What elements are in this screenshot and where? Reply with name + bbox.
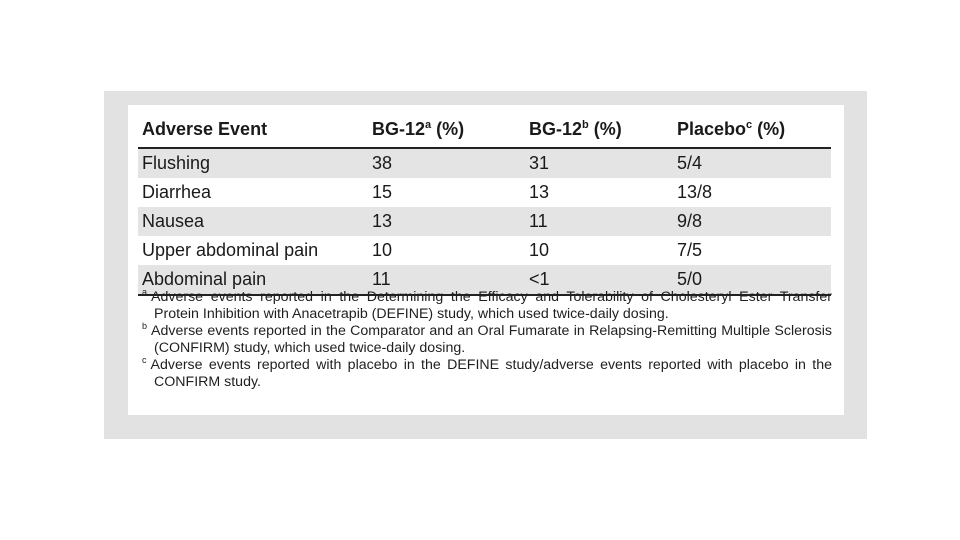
cell-bg12-b: 13 — [529, 182, 550, 202]
cell-bg12-a: 38 — [372, 153, 393, 173]
table-panel — [128, 105, 844, 415]
adverse-events-table — [138, 111, 831, 296]
cell-bg12-a: 10 — [372, 240, 393, 260]
cell-event: Flushing — [142, 153, 211, 173]
table-row — [138, 207, 831, 236]
cell-bg12-a: 15 — [372, 182, 393, 202]
header-placebo: Placebo$^c$ (%) — [677, 118, 786, 139]
header-adverse-event: Adverse Event — [142, 118, 268, 139]
header-bg12-b: BG-12$^b$ (%) — [529, 118, 622, 139]
cell-bg12-a: 13 — [372, 211, 393, 231]
cell-placebo: 7/5 — [677, 240, 703, 260]
cell-placebo: 13/8 — [677, 182, 713, 202]
cell-event: Diarrhea — [142, 182, 212, 202]
footnote-a — [142, 289, 832, 323]
footnote-mark: b — [142, 321, 148, 332]
header-bg12-a: BG-12$^a$ (%) — [372, 118, 465, 139]
cell-bg12-a: 11 — [372, 269, 391, 289]
cell-bg12-b: 10 — [529, 240, 550, 260]
table-row — [138, 178, 831, 207]
slide-frame — [104, 91, 867, 439]
table-row — [138, 148, 831, 178]
cell-event: Nausea — [142, 211, 205, 231]
cell-bg12-b: 11 — [529, 211, 548, 231]
cell-placebo: 9/8 — [677, 211, 703, 231]
table-row — [138, 236, 831, 265]
cell-placebo: 5/4 — [677, 153, 703, 173]
footnote-text: Adverse events reported with placebo in the DEFINE study/adverse events reported with placebo in the CONFIRM study. — [150, 357, 832, 390]
footnotes — [142, 289, 832, 391]
footnote-b — [142, 323, 832, 357]
cell-event: Abdominal pain — [142, 269, 267, 289]
table-header-row — [138, 111, 831, 148]
cell-event: Upper abdominal pain — [142, 240, 319, 260]
footnote-text: Adverse events reported in the Determining the Efficacy and Tolerability of Cholesteryl Ester Transfer Protein Inhibition with Anacetrapib (DEFINE) study, which used twice-daily dosing. — [151, 289, 832, 322]
footnote-mark: a — [142, 287, 148, 298]
cell-placebo: 5/0 — [677, 269, 703, 289]
footnote-mark: c — [142, 355, 147, 366]
cell-bg12-b: <1 — [529, 269, 550, 289]
cell-bg12-b: 31 — [529, 153, 550, 173]
footnote-text: Adverse events reported in the Comparator and an Oral Fumarate in Relapsing-Remitting Multiple Sclerosis (CONFIRM) study, which used twice-daily dosing. — [151, 323, 832, 356]
footnote-c — [142, 357, 832, 391]
